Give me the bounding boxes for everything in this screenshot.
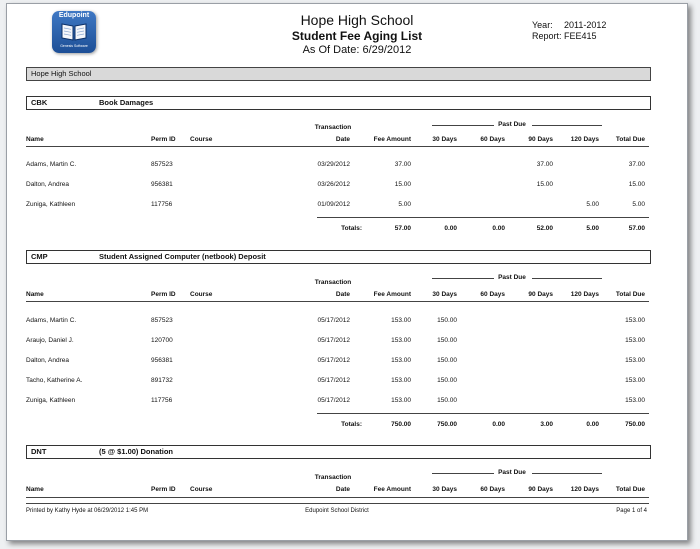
row-name: Adams, Martin C. (26, 161, 77, 168)
totals-rule (317, 413, 649, 414)
row-name: Tacho, Katherine A. (26, 377, 83, 384)
report-label: Report: (532, 31, 562, 41)
col-perm-id: Perm ID (151, 291, 176, 298)
totals-30: 0.00 (444, 225, 457, 232)
row-fee: 153.00 (391, 317, 411, 324)
row-name: Zuniga, Kathleen (26, 397, 76, 404)
row-name: Dalton, Andrea (26, 357, 70, 364)
row-name: Dalton, Andrea (26, 181, 70, 188)
row-fee: 153.00 (391, 357, 411, 364)
col-past-due: Past Due (498, 274, 526, 281)
col-transaction: Transaction (314, 279, 352, 286)
row-perm-id: 117756 (151, 397, 173, 404)
row-date: 05/17/2012 (317, 317, 350, 324)
row-date: 05/17/2012 (317, 377, 350, 384)
row-fee: 5.00 (398, 201, 411, 208)
col-course: Course (190, 291, 213, 298)
row-fee: 37.00 (394, 161, 411, 168)
school-bar (26, 67, 651, 81)
row-30: 150.00 (437, 317, 457, 324)
col-90-days: 90 Days (528, 291, 553, 298)
footer-rule (26, 503, 649, 504)
totals-label: Totals: (341, 225, 362, 232)
row-30: 150.00 (437, 337, 457, 344)
logo-text: Edupoint (58, 12, 90, 19)
section-code: CMP (31, 252, 48, 261)
col-30-days: 30 Days (432, 136, 457, 143)
totals-rule (317, 217, 649, 218)
col-perm-id: Perm ID (151, 136, 176, 143)
col-transaction: Transaction (314, 124, 352, 131)
totals-90: 3.00 (540, 421, 553, 428)
row-perm-id: 891732 (151, 377, 173, 384)
col-30-days: 30 Days (432, 486, 457, 493)
header-rule (26, 301, 649, 302)
page-number: Page 1 of 4 (616, 508, 647, 514)
col-transaction: Transaction (314, 474, 352, 481)
col-course: Course (190, 486, 213, 493)
row-120: 5.00 (586, 201, 599, 208)
col-past-due: Past Due (498, 121, 526, 128)
row-total: 15.00 (628, 181, 645, 188)
row-date: 05/17/2012 (317, 397, 350, 404)
totals-total: 750.00 (625, 421, 645, 428)
row-perm-id: 956381 (151, 181, 173, 188)
row-total: 5.00 (632, 201, 645, 208)
header-rule (26, 497, 649, 498)
row-90: 37.00 (536, 161, 553, 168)
row-name: Adams, Martin C. (26, 317, 77, 324)
col-past-due: Past Due (498, 469, 526, 476)
col-total-due: Total Due (615, 136, 645, 143)
year-value: 2011-2012 (564, 20, 607, 30)
past-due-rule-left (432, 125, 494, 126)
row-perm-id: 120700 (151, 337, 173, 344)
totals-total: 57.00 (628, 225, 645, 232)
header-rule (26, 146, 649, 147)
col-name: Name (26, 486, 44, 493)
col-60-days: 60 Days (480, 486, 505, 493)
col-30-days: 30 Days (432, 291, 457, 298)
col-total-due: Total Due (615, 486, 645, 493)
col-date: Date (335, 291, 350, 298)
report-page (6, 3, 688, 541)
row-total: 37.00 (628, 161, 645, 168)
row-total: 153.00 (625, 317, 645, 324)
row-total: 153.00 (625, 357, 645, 364)
section-desc: Student Assigned Computer (netbook) Deposit (99, 252, 266, 261)
col-fee-amount: Fee Amount (373, 486, 411, 493)
row-perm-id: 857523 (151, 317, 173, 324)
past-due-rule-left (432, 278, 494, 279)
row-date: 05/17/2012 (317, 337, 350, 344)
year-label: Year: (532, 20, 553, 30)
col-fee-amount: Fee Amount (373, 291, 411, 298)
row-perm-id: 857523 (151, 161, 173, 168)
col-60-days: 60 Days (480, 291, 505, 298)
past-due-rule-right (532, 125, 602, 126)
col-course: Course (190, 136, 213, 143)
section-header-dnt (26, 445, 651, 459)
as-of-date: As Of Date: 6/29/2012 (302, 44, 412, 56)
col-date: Date (335, 486, 350, 493)
col-90-days: 90 Days (528, 136, 553, 143)
totals-30: 750.00 (437, 421, 457, 428)
row-date: 01/09/2012 (317, 201, 350, 208)
row-30: 150.00 (437, 377, 457, 384)
school-bar-label: Hope High School (31, 69, 92, 78)
school-title: Hope High School (300, 12, 414, 28)
row-date: 03/26/2012 (317, 181, 350, 188)
row-fee: 153.00 (391, 337, 411, 344)
col-name: Name (26, 136, 44, 143)
col-90-days: 90 Days (528, 486, 553, 493)
row-30: 150.00 (437, 357, 457, 364)
report-code: FEE415 (564, 31, 597, 41)
totals-60: 0.00 (492, 421, 505, 428)
row-total: 153.00 (625, 397, 645, 404)
section-header-cbk (26, 96, 651, 110)
row-name: Zuniga, Kathleen (26, 201, 76, 208)
totals-fee: 57.00 (394, 225, 411, 232)
totals-60: 0.00 (492, 225, 505, 232)
col-date: Date (335, 136, 350, 143)
row-90: 15.00 (536, 181, 553, 188)
col-120-days: 120 Days (570, 291, 599, 298)
row-perm-id: 956381 (151, 357, 173, 364)
row-total: 153.00 (625, 377, 645, 384)
totals-120: 5.00 (586, 225, 599, 232)
col-total-due: Total Due (615, 291, 645, 298)
row-date: 03/29/2012 (317, 161, 350, 168)
totals-120: 0.00 (586, 421, 599, 428)
row-perm-id: 117756 (151, 201, 173, 208)
col-name: Name (26, 291, 44, 298)
totals-90: 52.00 (536, 225, 553, 232)
row-fee: 153.00 (391, 397, 411, 404)
col-60-days: 60 Days (480, 136, 505, 143)
past-due-rule-left (432, 473, 494, 474)
col-fee-amount: Fee Amount (373, 136, 411, 143)
district-name: Edupoint School District (305, 508, 369, 514)
past-due-rule-right (532, 473, 602, 474)
row-name: Araujo, Daniel J. (26, 337, 74, 344)
row-fee: 15.00 (394, 181, 411, 188)
col-perm-id: Perm ID (151, 486, 176, 493)
col-120-days: 120 Days (570, 136, 599, 143)
report-title: Student Fee Aging List (291, 29, 423, 43)
section-code: CBK (31, 98, 48, 107)
edupoint-logo (52, 11, 96, 53)
row-30: 150.00 (437, 397, 457, 404)
section-desc: (5 @ $1.00) Donation (99, 447, 173, 456)
book-icon (61, 22, 87, 41)
logo-subtext: Genesis Software (60, 44, 88, 48)
section-desc: Book Damages (99, 98, 154, 107)
totals-label: Totals: (341, 421, 362, 428)
section-code: DNT (31, 447, 47, 456)
totals-fee: 750.00 (391, 421, 411, 428)
row-fee: 153.00 (391, 377, 411, 384)
row-date: 05/17/2012 (317, 357, 350, 364)
past-due-rule-right (532, 278, 602, 279)
row-total: 153.00 (625, 337, 645, 344)
section-header-cmp (26, 250, 651, 264)
col-120-days: 120 Days (570, 486, 599, 493)
printed-by: Printed by Kathy Hyde at 06/29/2012 1:45 PM (26, 508, 149, 514)
